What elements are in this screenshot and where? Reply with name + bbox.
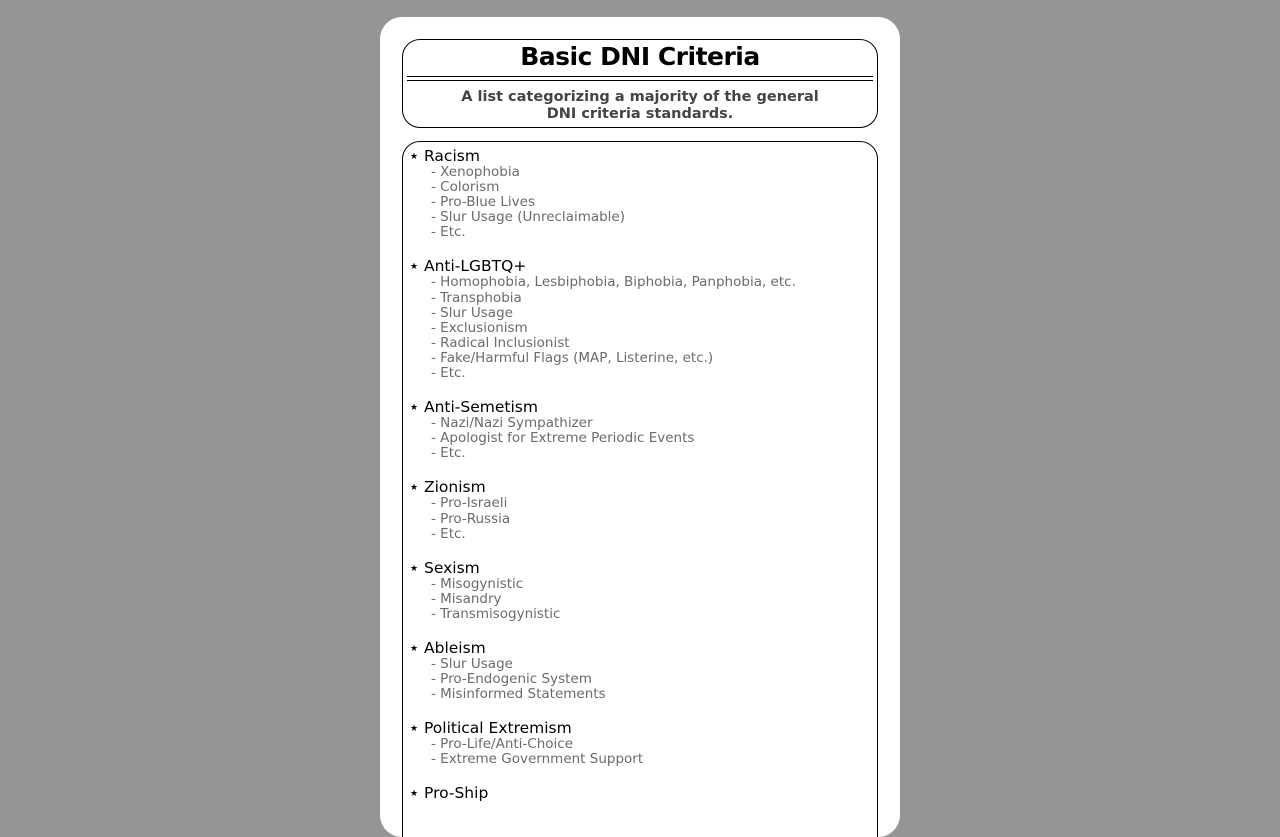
category-title: Zionism: [424, 478, 486, 497]
list-item: - Transphobia: [431, 289, 522, 306]
category-items: [410, 657, 877, 702]
subtitle-line-2: DNI criteria standards.: [546, 106, 734, 122]
list-item: - Exclusionism: [431, 319, 528, 336]
category-items: [410, 737, 877, 767]
list-item: - Pro-Blue Lives: [431, 194, 535, 211]
category-section: [410, 148, 877, 240]
category-heading: [410, 479, 877, 496]
category-title: Racism: [424, 147, 480, 165]
list-item: - Misinformed Statements: [431, 686, 606, 703]
page-title: Basic DNI Criteria: [520, 42, 760, 71]
list-item: - Colorism: [431, 179, 500, 196]
star-bullet-icon: ★: [410, 643, 419, 654]
star-bullet-icon: ★: [410, 152, 419, 162]
list-item: - Etc.: [431, 525, 466, 542]
category-items: [410, 577, 877, 622]
list-item: - Pro-Russia: [431, 510, 511, 527]
category-section: [410, 258, 877, 381]
category-items: [410, 165, 877, 240]
list-item: - Extreme Government Support: [431, 751, 644, 768]
category-heading: [410, 258, 877, 275]
list-item: - Radical Inclusionist: [431, 334, 570, 351]
subtitle-line-1: A list categorizing a majority of the general: [461, 89, 819, 105]
list-item: - Homophobia, Lesbiphobia, Biphobia, Panphobia, etc.: [431, 274, 796, 291]
category-heading: [410, 399, 877, 416]
list-item: - Transmisogynistic: [431, 605, 561, 622]
list-item: - Slur Usage: [431, 655, 513, 672]
category-section: [410, 720, 877, 767]
category-section: [410, 560, 877, 622]
category-title: Anti-LGBTQ+: [424, 257, 527, 276]
category-title: Pro-Ship: [424, 784, 489, 803]
list-item: - Apologist for Extreme Periodic Events: [431, 430, 695, 447]
category-title: Political Extremism: [424, 719, 572, 738]
category-heading: [410, 148, 877, 165]
star-bullet-icon: ★: [410, 262, 419, 273]
list-item: - Etc.: [431, 224, 466, 241]
star-bullet-icon: ★: [410, 724, 419, 735]
star-bullet-icon: ★: [410, 403, 419, 414]
list-item: - Etc.: [431, 365, 466, 382]
criteria-card: [380, 17, 900, 837]
star-bullet-icon: ★: [410, 563, 419, 574]
list-item: - Nazi/Nazi Sympathizer: [431, 415, 593, 432]
list-item: - Slur Usage: [431, 304, 513, 321]
list-item: - Fake/Harmful Flags (MAP, Listerine, etc.): [431, 349, 714, 366]
category-title: Ableism: [424, 638, 486, 657]
category-title: Anti-Semetism: [424, 398, 538, 417]
list-item: - Pro-Life/Anti-Choice: [431, 736, 574, 753]
list-item: - Pro-Israeli: [431, 495, 508, 512]
category-section: [410, 399, 877, 461]
star-bullet-icon: ★: [410, 789, 419, 800]
category-items: [410, 275, 877, 381]
category-section: [410, 479, 877, 541]
category-heading: [410, 640, 877, 657]
list-item: - Xenophobia: [431, 164, 520, 180]
category-heading: [410, 560, 877, 577]
criteria-list: [402, 141, 878, 837]
list-item: - Slur Usage (Unreclaimable): [431, 209, 626, 226]
list-item: - Misandry: [431, 590, 502, 607]
header-box: [402, 39, 878, 128]
list-item: - Etc.: [431, 445, 466, 462]
page-subtitle: [443, 89, 837, 123]
category-section: [410, 640, 877, 702]
list-item: - Misogynistic: [431, 575, 524, 592]
title-divider: [407, 76, 873, 81]
category-items: [410, 416, 877, 461]
category-heading: [410, 720, 877, 737]
category-items: [410, 496, 877, 541]
list-item: - Pro-Endogenic System: [431, 671, 592, 688]
star-bullet-icon: ★: [410, 483, 419, 494]
category-title: Sexism: [424, 558, 480, 577]
